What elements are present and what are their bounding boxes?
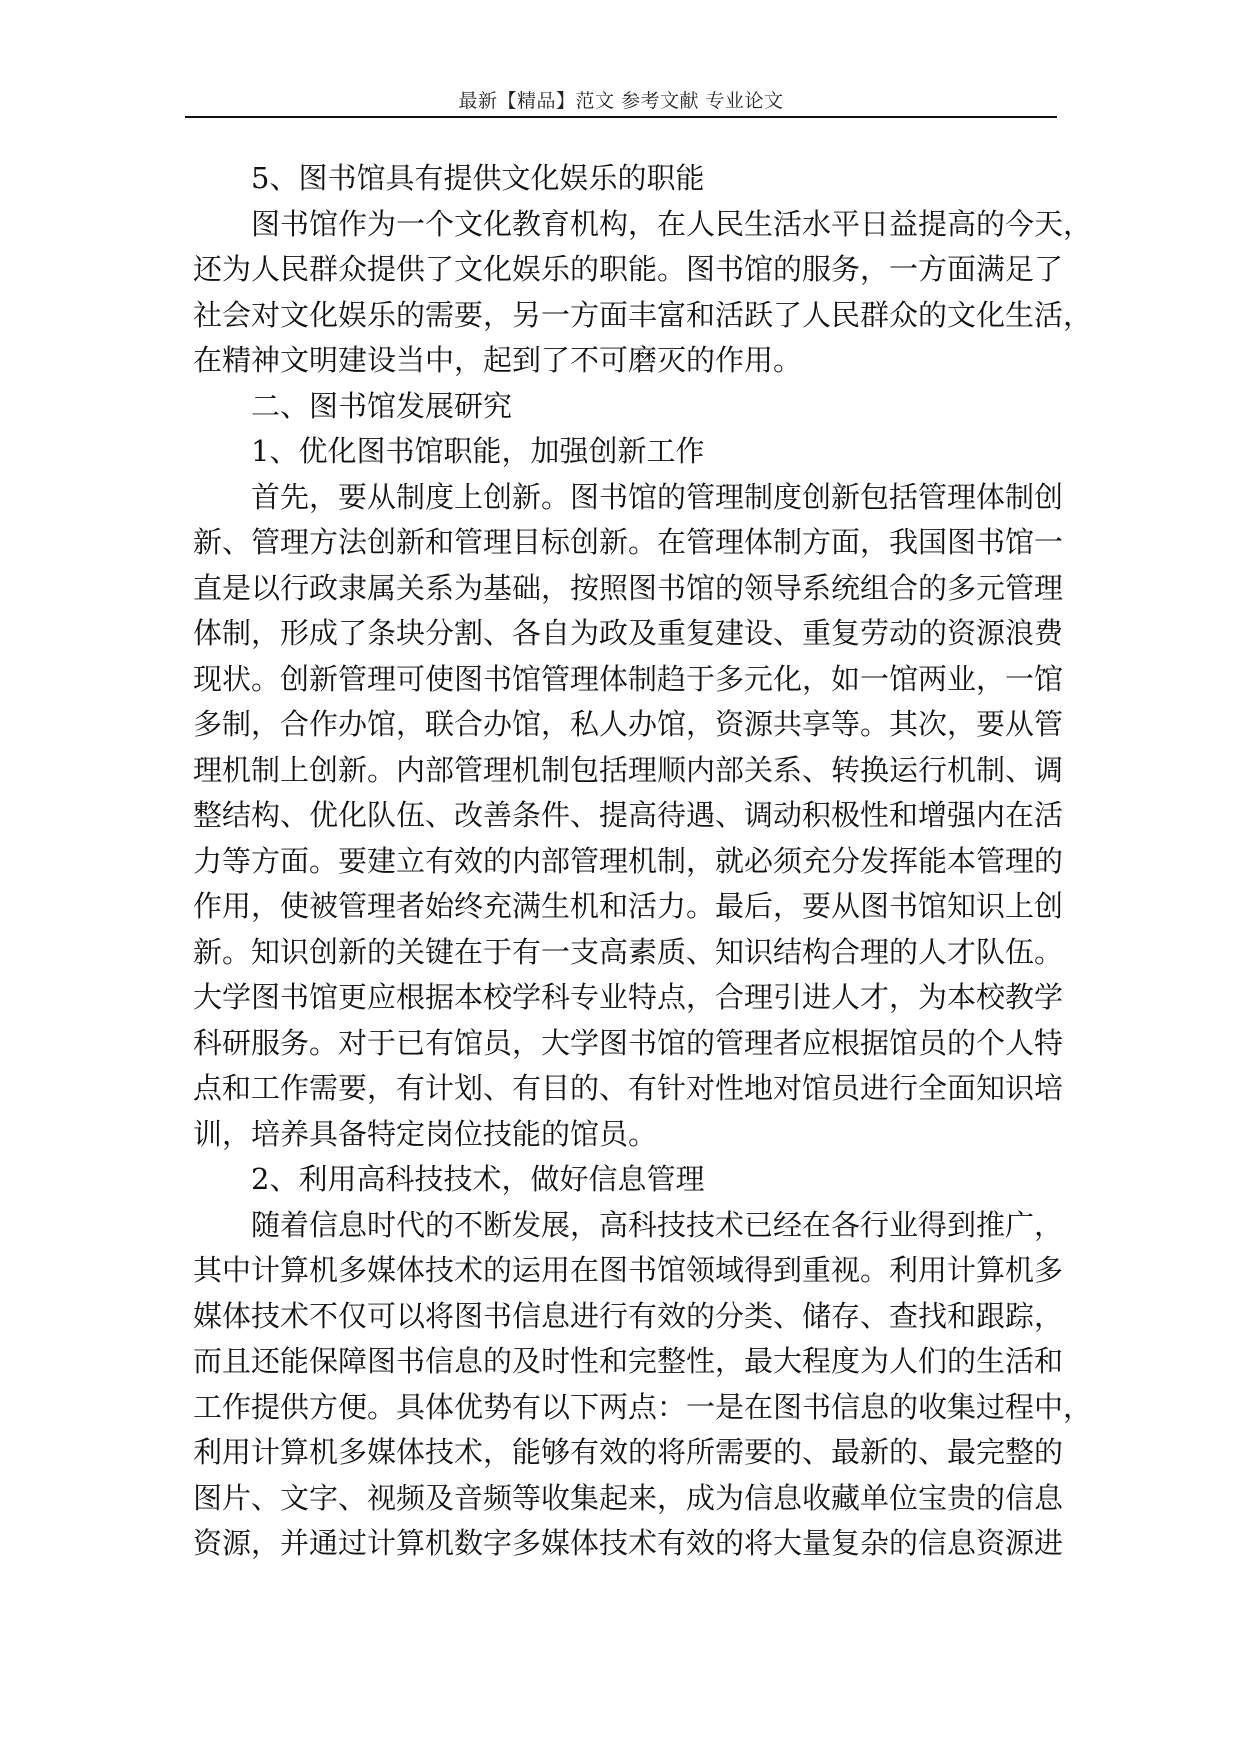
text-line: 而且还能保障图书信息的及时性和完整性，最大程度为人们的生活和: [193, 1344, 1064, 1378]
document-body: [193, 156, 1093, 1567]
text-line: 5、图书馆具有提供文化娱乐的职能: [251, 161, 705, 195]
text-line: 还为人民群众提供了文化娱乐的职能。图书馆的服务，一方面满足了: [193, 252, 1064, 286]
page-header: 最新【精品】范文 参考文献 专业论文: [458, 90, 784, 112]
text-line: 资源，并通过计算机数字多媒体技术有效的将大量复杂的信息资源进: [193, 1526, 1064, 1560]
text-line: 科研服务。对于已有馆员，大学图书馆的管理者应根据馆员的个人特: [193, 1025, 1064, 1060]
text-line: 点和工作需要，有计划、有目的、有针对性地对馆员进行全面知识培: [193, 1071, 1064, 1105]
text-line: 其中计算机多媒体技术的运用在图书馆领域得到重视。利用计算机多: [193, 1253, 1064, 1287]
text-line: 图书馆作为一个文化教育机构，在人民生活水平日益提高的今天，: [251, 206, 1093, 241]
text-line: 图片、文字、视频及音频等收集起来，成为信息收藏单位宝贵的信息: [193, 1480, 1064, 1515]
text-line: 在精神文明建设当中，起到了不可磨灭的作用。: [193, 343, 803, 377]
text-line: 大学图书馆更应根据本校学科专业特点，合理引进人才，为本校教学: [193, 980, 1064, 1014]
text-line: 媒体技术不仅可以将图书信息进行有效的分类、储存、查找和跟踪，: [193, 1298, 1064, 1333]
text-line: 1、优化图书馆职能，加强创新工作: [251, 434, 705, 468]
text-line: 随着信息时代的不断发展，高科技技术已经在各行业得到推广，: [251, 1207, 1064, 1242]
text-line: 工作提供方便。具体优势有以下两点：一是在图书信息的收集过程中，: [193, 1389, 1093, 1424]
text-line: 整结构、优化队伍、改善条件、提高待遇、调动积极性和增强内在活: [193, 798, 1064, 832]
text-line: 力等方面。要建立有效的内部管理机制，就必须充分发挥能本管理的: [193, 843, 1064, 878]
text-line: 首先，要从制度上创新。图书馆的管理制度创新包括管理体制创: [251, 479, 1064, 514]
text-line: 现状。创新管理可使图书馆管理体制趋于多元化，如一馆两业，一馆: [193, 661, 1064, 696]
text-line: 新、管理方法创新和管理目标创新。在管理体制方面，我国图书馆一: [193, 525, 1064, 559]
text-line: 体制，形成了条块分割、各自为政及重复建设、重复劳动的资源浪费: [193, 616, 1064, 650]
text-line: 作用，使被管理者始终充满生机和活力。最后，要从图书馆知识上创: [193, 889, 1064, 923]
text-line: 多制，合作办馆，联合办馆，私人办馆，资源共享等。其次，要从管: [193, 707, 1064, 741]
text-line: 新。知识创新的关键在于有一支高素质、知识结构合理的人才队伍。: [193, 934, 1064, 969]
text-line: 二、图书馆发展研究: [251, 388, 513, 423]
text-line: 利用计算机多媒体技术，能够有效的将所需要的、最新的、最完整的: [193, 1435, 1064, 1469]
text-line: 社会对文化娱乐的需要，另一方面丰富和活跃了人民群众的文化生活，: [193, 297, 1093, 332]
header-rule: [185, 116, 1057, 118]
text-line: 理机制上创新。内部管理机制包括理顺内部关系、转换运行机制、调: [193, 752, 1064, 787]
text-line: 直是以行政隶属关系为基础，按照图书馆的领导系统组合的多元管理: [193, 570, 1064, 605]
text-line: 训，培养具备特定岗位技能的馆员。: [193, 1116, 658, 1151]
text-line: 2、利用高科技技术，做好信息管理: [251, 1162, 705, 1196]
